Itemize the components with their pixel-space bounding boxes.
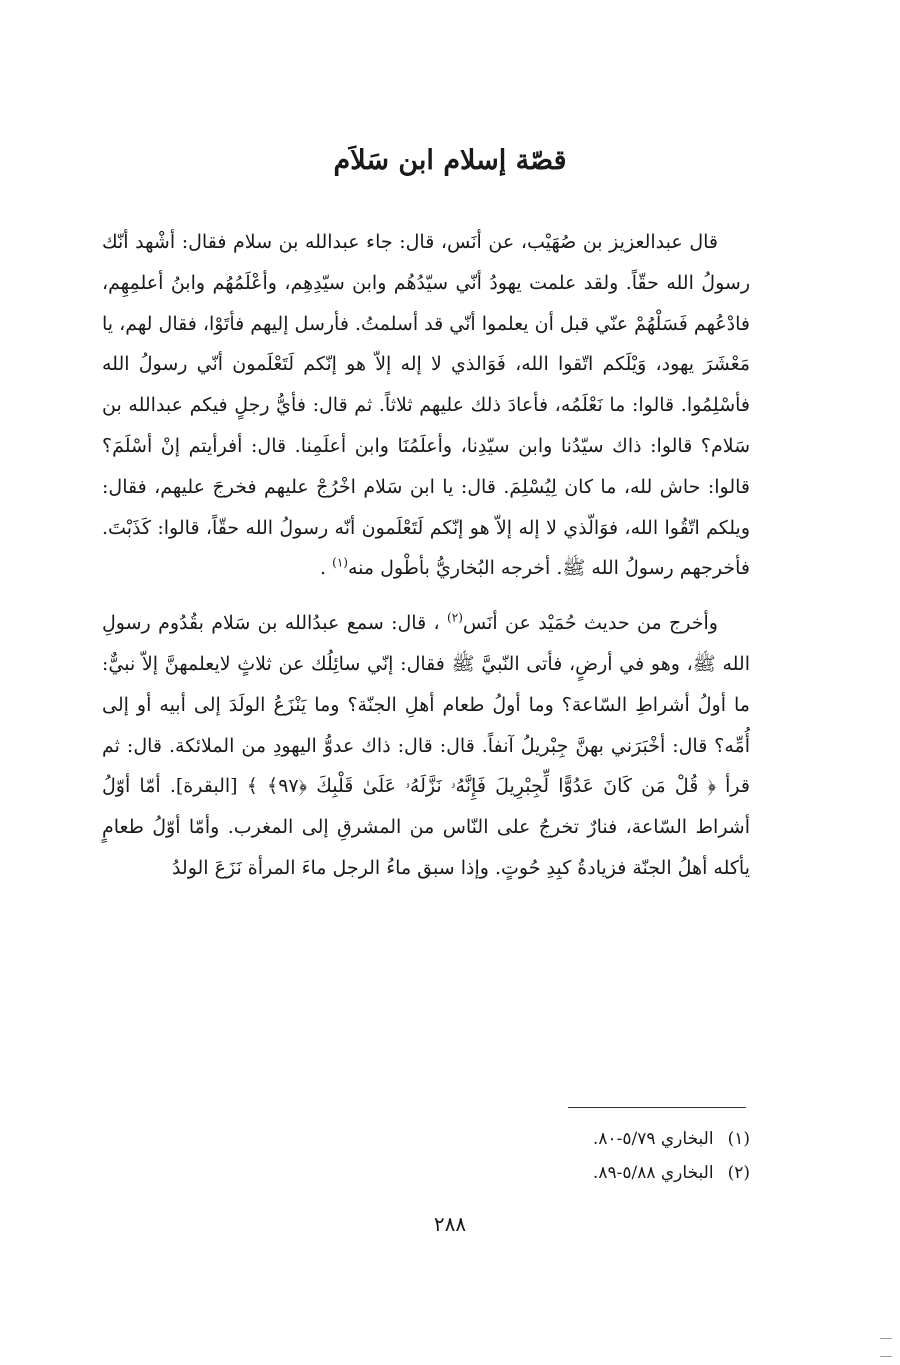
paragraph-1-text: قال عبدالعزيز بن صُهَيْب، عن أنَس، قال: جاء عبدالله بن سلام فقال: أشْهد أنّك رسولُ الله حقّاً. ولقد علمت يهودُ أنّي سيّدُهُم وابن سيّدِهِم، وأعْلَمُهُم وابنُ أعلمِهِم، فادْعُهم فَسَلْهُمْ عنّي قبل أن يعلموا أنّي قد أسلمتُ. فأرسل إليهم فأتَوْا، فقال لهم، يا مَعْشَرَ يهود، وَيْلَكم اتّقوا الله، فَوَالذي لا إله إلاّ هو إنّكم لَتَعْلَمون أنّي رسولُ الله فأسْلِمُوا. قالوا: ما نَعْلَمُه، فأعادَ ذلك عليهم ثلاثاً. ثم قال: فأيُّ رجلٍ فيكم عبدالله بن سَلام؟ قالوا: ذاك سيّدُنا وابن سيّدِنا، وأعلَمُنَا وابن أعلَمِنا. قال: أفرأيتم إنْ أسْلَمَ؟ قالوا: حاش لله، ما كان لِيُسْلِمَ. قال: يا ابن سَلام اخْرُجْ عليهم فخرجَ عليهم، فقال: ويلكم اتّقُوا الله، فوَالّذي لا إله إلاّ هو إنّكم لَتَعْلَمون أنّه رسولُ الله حقّاً، قالوا: كَذَبْتَ. فأخرجهم رسولُ الله ﷺ. أخرجه البُخاريُّ بأطْول منه	[102, 231, 750, 580]
footnote-1	[300, 1122, 750, 1156]
paragraph-2	[102, 603, 750, 889]
paragraph-1	[102, 222, 750, 589]
footnote-ref-1: (١)	[332, 556, 348, 571]
footnotes	[300, 1122, 750, 1190]
page-number: ٢٨٨	[433, 1212, 467, 1236]
paragraph-2-text: ، قال: سمع عبدُالله بن سَلام بقُدُوم رسولِ الله ﷺ، وهو في أرضٍ، فأتى النّبيَّ ﷺ فقال: إنّي سائِلُك عن ثلاثٍ لايعلمهنَّ إلاّ نبيٌّ: ما أولُ أشراطِ السّاعة؟ وما أولُ طعام أهلِ الجنّة؟ وما يَنْزَعُ الولَدَ إلى أبيه أو إلى أُمِّه؟ قال: أخْبَرَني بهنَّ جِبْريلُ آنفاً. قال: قال: ذاك عدوُّ اليهودِ من الملائكة. قال: ثم قرأ ﴿ قُلْ مَن كَانَ عَدُوًّا لِّجِبْرِيلَ فَإِنَّهُۥ نَزَّلَهُۥ عَلَىٰ قَلْبِكَ ﴿٩٧﴾ ﴾ [البقرة]. أمّا أوّلُ أشراط السّاعة، فنارٌ تخرجُ على النّاس من المشرقِ إلى المغرب. وأمّا أوّلُ طعامٍ يأكله أهلُ الجنّة فزيادةُ كبِدِ حُوتٍ. وإذا سبق ماءُ الرجل ماءَ المرأة نَزَعَ الولدُ	[102, 612, 750, 879]
footnote-1-number: (١)	[727, 1129, 750, 1149]
footnote-1-text: البخاري ٥/٧٩-٨٠.	[592, 1129, 714, 1149]
footnote-2-number: (٢)	[727, 1163, 750, 1183]
footnote-separator	[568, 1107, 746, 1108]
paragraph-1-tail: .	[320, 557, 333, 580]
footnote-ref-2: (٢)	[447, 610, 463, 625]
chapter-title: قصّة إسلام ابن سَلاَم	[333, 145, 567, 176]
scan-edge-mark	[880, 1356, 892, 1357]
scan-edge-mark	[880, 1338, 892, 1339]
footnote-2	[300, 1156, 750, 1190]
paragraph-2-lead: وأخرج من حديث حُمَيْد عن أنَس	[462, 612, 718, 635]
body-text	[102, 222, 750, 889]
footnote-2-text: البخاري ٥/٨٨-٨٩.	[592, 1163, 714, 1183]
